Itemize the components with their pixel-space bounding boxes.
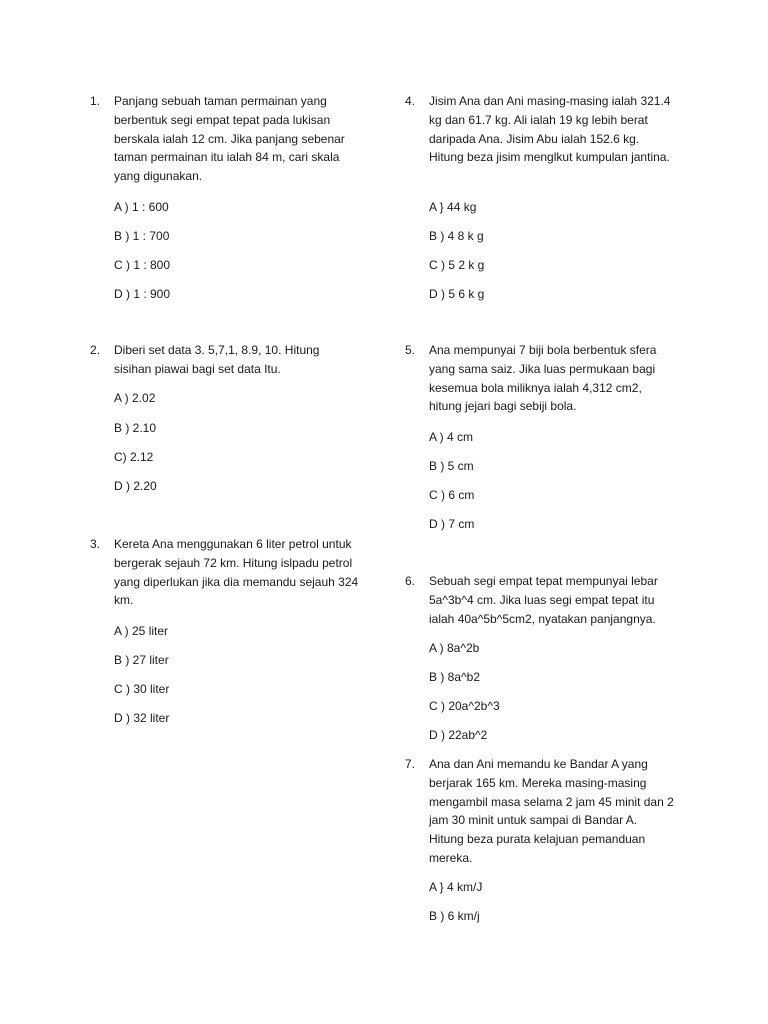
question-text: Jisim Ana dan Ani masing-masing ialah 321.4 kg dan 61.7 kg. Ali ialah 19 kg lebih berat daripada Ana. Jisim Abu ialah 152.6 kg. Hitung beza jisim menglkut kumpulan jantina. xyxy=(429,94,671,165)
option-d: D ) 5 6 k g xyxy=(429,287,485,301)
option-d: D ) 32 liter xyxy=(114,711,170,725)
question-text: Kereta Ana menggunakan 6 liter petrol untuk bergerak sejauh 72 km. Hitung islpadu petrol yang diperlukan jika dia memandu sejauh 324 km. xyxy=(114,537,359,608)
option-c: C ) 1 : 800 xyxy=(114,258,171,272)
question-text: Sebuah segi empat tepat mempunyai lebar 5a^3b^4 cm. Jika luas segi empat tepat itu ialah 40a^5b^5cm2, nyatakan panjangnya. xyxy=(429,574,658,626)
option-c: C ) 20a^2b^3 xyxy=(429,699,500,713)
option-c: C) 2.12 xyxy=(114,450,154,464)
question-text: Ana mempunyai 7 biji bola berbentuk sfera yang sama saiz. Jika luas permukaan bagi kesemua bola miliknya ialah 4,312 cm2, hitung jejari bagi sebiji bola. xyxy=(429,343,657,414)
question-text: Ana dan Ani memandu ke Bandar A yang berjarak 165 km. Mereka masing-masing mengambil masa selama 2 jam 45 minit dan 2 jam 30 minit untuk sampai di Bandar A. Hitung beza purata kelajuan pemanduan mereka. xyxy=(429,757,674,865)
option-b: B ) 27 liter xyxy=(114,653,169,667)
option-d: D ) 1 : 900 xyxy=(114,287,171,301)
option-a: A ) 25 liter xyxy=(114,624,169,638)
question-number: 5. xyxy=(405,343,416,357)
option-b: B ) 8a^b2 xyxy=(429,670,480,684)
option-c: C ) 5 2 k g xyxy=(429,258,485,272)
question-number: 6. xyxy=(405,574,416,588)
question-number: 3. xyxy=(90,537,101,551)
question-number: 2. xyxy=(90,343,101,357)
option-d: D ) 22ab^2 xyxy=(429,728,488,742)
option-a: A ) 1 : 600 xyxy=(114,200,169,214)
option-a: A } 4 km/J xyxy=(429,880,483,894)
option-b: B ) 2.10 xyxy=(114,421,157,435)
option-a: A ) 2.02 xyxy=(114,391,156,405)
question-number: 7. xyxy=(405,757,416,771)
option-b: B ) 4 8 k g xyxy=(429,229,484,243)
question-text: Panjang sebuah taman permainan yang berbentuk segi empat tepat pada lukisan berskala ialah 12 cm. Jika panjang sebenar taman permainan itu ialah 84 m, cari skala yang digunakan. xyxy=(114,94,345,184)
question-number: 1. xyxy=(90,94,101,108)
question-text: Diberi set data 3. 5,7,1, 8.9, 10. Hitung sisihan piawai bagi set data Itu. xyxy=(114,343,320,376)
option-b: B ) 5 cm xyxy=(429,459,474,473)
option-a: A ) 8a^2b xyxy=(429,641,480,655)
option-a: A } 44 kg xyxy=(429,200,477,214)
option-d: D ) 7 cm xyxy=(429,517,475,531)
option-d: D ) 2.20 xyxy=(114,479,157,493)
option-a: A ) 4 cm xyxy=(429,430,474,444)
option-b: B ) 1 : 700 xyxy=(114,229,170,243)
option-c: C ) 6 cm xyxy=(429,488,475,502)
option-c: C ) 30 liter xyxy=(114,682,170,696)
question-number: 4. xyxy=(405,94,416,108)
option-b: B ) 6 km/j xyxy=(429,909,480,923)
